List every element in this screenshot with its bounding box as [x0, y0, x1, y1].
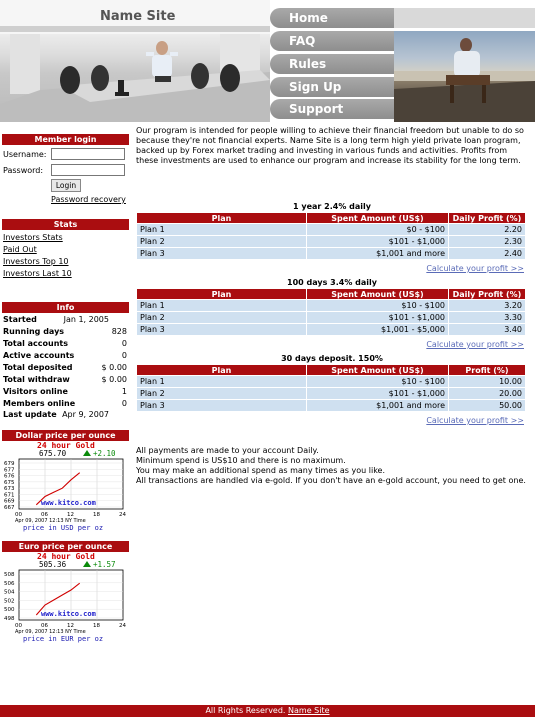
col-spent: Spent Amount (US$)	[307, 289, 449, 300]
note-line: All transactions are handled via e-gold. If you don't have an e-gold account, you need to get one.	[136, 476, 526, 485]
x-tick-label: 00	[15, 623, 22, 629]
dollar-gold-chart	[3, 441, 127, 535]
info-label: Total deposited	[3, 363, 73, 372]
chart-change: +2.10	[93, 449, 116, 458]
x-tick-label: 18	[93, 623, 100, 629]
y-tick-label: 679	[4, 461, 15, 467]
plan-1-table	[136, 212, 526, 260]
cell: 10.00	[449, 376, 526, 388]
info-label: Last update	[3, 410, 57, 419]
table-row	[137, 376, 526, 388]
cell: $1,001 and more	[307, 400, 449, 412]
cell: $10 - $100	[307, 376, 449, 388]
cell: $101 - $1,000	[307, 236, 449, 248]
info-value: 1	[121, 387, 127, 396]
site-title: Name Site	[100, 9, 176, 24]
intro-text: Our program is intended for people willing to achieve their financial freedom but unable to do so because they're not financial experts. Name Site is a long term high yield private loan program, backed up by Forex market trading and investing in various funds and activities. Profits from these investments are used to enhance our program and increase its stability for the long term.	[136, 126, 524, 165]
table-row	[137, 224, 526, 236]
cell: Plan 1	[137, 224, 307, 236]
table-header-row	[137, 289, 526, 300]
calculate-profit-link-3[interactable]: Calculate your profit >>	[426, 416, 524, 425]
cell: $101 - $1,000	[307, 388, 449, 400]
y-tick-label: 506	[4, 580, 15, 587]
chart-change: +1.57	[93, 560, 116, 569]
cell: Plan 3	[137, 248, 307, 260]
y-tick-label: 508	[4, 572, 15, 578]
calculate-profit-link-1[interactable]: Calculate your profit >>	[426, 264, 524, 273]
plan-2-table	[136, 288, 526, 336]
header-bar	[394, 8, 535, 28]
note-line: You may make an additional spend as many times as you like.	[136, 466, 386, 475]
x-tick-label: 12	[67, 623, 74, 629]
info-value: 0	[121, 339, 127, 348]
info-label: Visitors online	[3, 387, 68, 396]
cell: 2.40	[449, 248, 526, 260]
info-value: Jan 1, 2005	[63, 315, 109, 324]
col-plan: Plan	[137, 365, 307, 376]
info-value: 828	[111, 327, 127, 336]
nav-support[interactable]: Support	[270, 99, 394, 119]
up-arrow-icon	[83, 450, 91, 456]
cell: $1,001 and more	[307, 248, 449, 260]
username-label: Username:	[3, 150, 47, 159]
col-profit: Profit (%)	[449, 365, 526, 376]
info-label: Active accounts	[3, 351, 75, 360]
chart-price: 675.70	[39, 449, 67, 458]
dollar-price-title: Dollar price per ounce	[2, 430, 129, 441]
info-row-last-update	[3, 410, 127, 422]
cell: 3.40	[449, 324, 526, 336]
investors-last-10-link[interactable]: Investors Last 10	[3, 269, 72, 278]
info-row-total-deposited	[3, 363, 127, 375]
x-tick-label: 06	[41, 623, 48, 629]
seaside-scene-icon	[394, 31, 535, 122]
stats-title: Stats	[2, 219, 129, 230]
password-label: Password:	[3, 166, 44, 175]
x-tick-label: 06	[41, 512, 48, 518]
member-login-box	[2, 134, 129, 145]
euro-price-title: Euro price per ounce	[2, 541, 129, 552]
login-button[interactable]: Login	[51, 179, 81, 192]
y-tick-label: 498	[4, 616, 15, 622]
chart-date: Apr 09, 2007 12:13 NY Time	[15, 518, 86, 524]
cell: 3.30	[449, 312, 526, 324]
info-value: 0	[121, 399, 127, 408]
info-label: Running days	[3, 327, 65, 336]
y-tick-label: 676	[4, 473, 15, 480]
chart-caption: price in USD per oz	[23, 524, 104, 532]
sea-photo	[394, 31, 535, 122]
table-header-row	[137, 365, 526, 376]
nav-faq[interactable]: FAQ	[270, 31, 394, 51]
info-value: $ 0.00	[101, 363, 127, 372]
header	[0, 0, 535, 122]
table-row	[137, 400, 526, 412]
x-tick-label: 24	[119, 623, 126, 629]
plan-2-title: 100 days 3.4% daily	[287, 278, 377, 287]
cell: 2.20	[449, 224, 526, 236]
member-login-title: Member login	[2, 134, 129, 145]
up-arrow-icon	[83, 561, 91, 567]
info-row-total-accounts	[3, 339, 127, 351]
cell: 50.00	[449, 400, 526, 412]
chart-watermark: www.kitco.com	[41, 499, 96, 507]
chart-title: 24 hour Gold	[37, 552, 95, 561]
chart-watermark: www.kitco.com	[41, 610, 96, 618]
dollar-gold-chart-svg	[3, 441, 127, 535]
chart-title: 24 hour Gold	[37, 441, 95, 450]
col-profit: Daily Profit (%)	[449, 289, 526, 300]
info-value: 0	[121, 351, 127, 360]
table-row	[137, 236, 526, 248]
col-profit: Daily Profit (%)	[449, 213, 526, 224]
col-plan: Plan	[137, 213, 307, 224]
dollar-price-box	[2, 430, 129, 441]
table-row	[137, 300, 526, 312]
cell: $1,001 - $5,000	[307, 324, 449, 336]
col-plan: Plan	[137, 289, 307, 300]
notes	[136, 446, 528, 486]
note-line: Minimum spend is US$10 and there is no maximum.	[136, 456, 346, 465]
cell: Plan 1	[137, 376, 307, 388]
cell: Plan 3	[137, 324, 307, 336]
y-tick-label: 502	[4, 598, 15, 605]
table-row	[137, 312, 526, 324]
y-tick-label: 677	[4, 467, 15, 474]
y-tick-label: 675	[4, 479, 15, 486]
info-label: Total withdraw	[3, 375, 70, 384]
cell: $10 - $100	[307, 300, 449, 312]
cell: 2.30	[449, 236, 526, 248]
info-row-running-days	[3, 327, 127, 339]
footer	[0, 705, 535, 717]
table-row	[137, 324, 526, 336]
password-recovery-link[interactable]: Password recovery	[51, 195, 126, 204]
footer-text: All Rights Reserved.	[205, 706, 289, 715]
paid-out-link[interactable]: Paid Out	[3, 245, 37, 254]
calculate-profit-link-2[interactable]: Calculate your profit >>	[426, 340, 524, 349]
username-input[interactable]	[51, 148, 125, 160]
plan-3-table	[136, 364, 526, 412]
euro-gold-chart	[3, 552, 127, 646]
cell: Plan 2	[137, 312, 307, 324]
col-spent: Spent Amount (US$)	[307, 213, 449, 224]
plan-1-title: 1 year 2.4% daily	[293, 202, 371, 211]
cell: $101 - $1,000	[307, 312, 449, 324]
nav-home[interactable]: Home	[270, 8, 394, 28]
y-tick-label: 673	[4, 486, 15, 493]
info-label: Total accounts	[3, 339, 68, 348]
x-tick-label: 00	[15, 512, 22, 518]
cell: Plan 2	[137, 388, 307, 400]
info-row-active-accounts	[3, 351, 127, 363]
password-input[interactable]	[51, 164, 125, 176]
investors-top-10-link[interactable]: Investors Top 10	[3, 257, 69, 266]
cell: $0 - $100	[307, 224, 449, 236]
x-tick-label: 24	[119, 512, 126, 518]
info-row-total-withdraw	[3, 375, 127, 387]
footer-site-link[interactable]: Name Site	[288, 706, 330, 715]
x-tick-label: 18	[93, 512, 100, 518]
info-box	[2, 302, 129, 313]
cell: 3.20	[449, 300, 526, 312]
chart-date: Apr 09, 2007 12:13 NY Time	[15, 629, 86, 635]
y-tick-label: 667	[4, 505, 15, 511]
info-row-started	[3, 315, 127, 327]
euro-gold-chart-svg	[3, 552, 127, 646]
info-value: $ 0.00	[101, 375, 127, 384]
note-line: All payments are made to your account Daily.	[136, 446, 319, 455]
cell: Plan 3	[137, 400, 307, 412]
info-value: Apr 9, 2007	[62, 410, 109, 419]
table-row	[137, 248, 526, 260]
investors-stats-link[interactable]: Investors Stats	[3, 233, 63, 242]
info-title: Info	[2, 302, 129, 313]
chart-caption: price in EUR per oz	[23, 635, 104, 643]
nav-sign-up[interactable]: Sign Up	[270, 77, 394, 97]
y-tick-label: 669	[4, 498, 15, 505]
chart-price: 505.36	[39, 560, 67, 569]
stats-box	[2, 219, 129, 230]
y-tick-label: 500	[4, 607, 15, 614]
euro-price-box	[2, 541, 129, 552]
y-tick-label: 504	[4, 589, 15, 596]
info-row-visitors-online	[3, 387, 127, 399]
info-label: Started	[3, 315, 37, 324]
x-tick-label: 12	[67, 512, 74, 518]
y-tick-label: 671	[4, 492, 15, 499]
nav-rules[interactable]: Rules	[270, 54, 394, 74]
table-row	[137, 388, 526, 400]
info-label: Members online	[3, 399, 76, 408]
cell: Plan 2	[137, 236, 307, 248]
table-header-row	[137, 213, 526, 224]
cell: 20.00	[449, 388, 526, 400]
plan-3-title: 30 days deposit. 150%	[281, 354, 383, 363]
cell: Plan 1	[137, 300, 307, 312]
col-spent: Spent Amount (US$)	[307, 365, 449, 376]
